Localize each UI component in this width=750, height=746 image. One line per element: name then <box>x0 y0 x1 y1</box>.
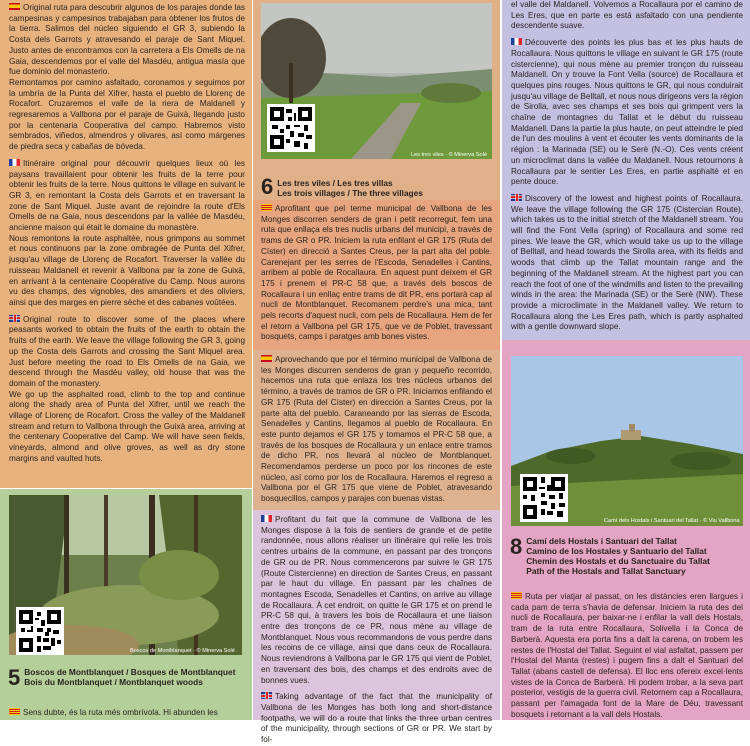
route-titles <box>277 178 423 198</box>
route-8-heading <box>510 536 710 576</box>
text-es-end: el valle del Maldanell. Volvemos a Rocallaura por el camino de Les Eres, que en parte es está asfaltado con una pendiente descendente suave. <box>511 0 743 31</box>
route-5-heading <box>8 667 236 689</box>
route-title-2: Camino de los Hostales y Santuario del Tallat <box>526 546 707 556</box>
route-titles <box>24 667 235 687</box>
text-es: Aprovechando que por el término municipal de Vallbona de les Monges discurren senderos de gran y pequeño recorrido, hacemos una ruta que enlaza los tres núcleos urbanos del término, a través de tramos de GR o PR. Iniciamos enfilando el GR 175 (Ruta del Císter) en dirección a Santes Creus, por la parte alta del pueblo. Caraneando por las sierras de Escoda, Senadelles y Cantins, llegamos al pueblo de Rocallaura. En este punto dejamos el GR 175 y tomamos el PR-C 58 que, a través de los bosques de Rocallaura y un enlace entre tramos de dicho PR, nos llevará al núcleo de Montblanquet. Recomendamos perderse un poco por los rincones de este núcleo, así como por los de Rocallaura. Haremos el regreso a Vallbona por el GR 175 que viene de Poblet, atravesando bosquecillos, campos y parajes con buenas vistas. <box>261 355 492 504</box>
qr-code-icon[interactable] <box>267 104 315 152</box>
route-title-4: Path of the Hostals and Tallat Sanctuary <box>526 566 686 576</box>
route-8-text <box>511 592 743 726</box>
photo-caption: Boscos de Montblanquet · © Minerva Solé <box>130 648 235 654</box>
flag-cat-icon <box>9 708 20 715</box>
route-title-1: Boscos de Montblanquet / Bosques de Montblanquet <box>24 667 236 677</box>
route-title-2: Les trois villages / The three villages <box>277 188 423 198</box>
flag-es-icon <box>261 355 272 362</box>
text-en-2: We go up the asphalted road, climb to the top and continue along the shady area of Punta del Xifrer, until we reach the village of Llorenç de Rocafort. Cross the valley of the Maldanell stream and return to Vallbona through the Guixà area, arriving at the centenary Cooperative del Camp. We will have seen fields, vineyards, almond and olive groves, as well as dry stone margins and vaulted huts. <box>9 389 245 463</box>
text-cat: Ruta per viatjar al passat, on les distàncies eren llargues i cada pam de terra s'havia de defensar. Iniciem la ruta des del nucli de Rocallaura, per baixar-ne i enfilar la vall dels Hostals, tram de la ruta entre Rocallaura, Solivella i la Conca de Barberà. Aquesta era porta fins a dalt la carena, on trobem les restes de l'Hostal del Tallat. Seguint el vial asfaltat, passem per l'Hostal del Manta (restes) i pugem fins a dalt el Santuari del Tallat (abans castell de defensa). El lloc ens ofereix excel·lents vistes de la Conca de Barberà. Hi podem trobar, a la seva part posterior, vestigis de la guerra civil. Retornem cap a Rocallaura, passant per l'amagada font de la Mare de Déu, travessant bosquets i retornant a la vall dels Hostals. <box>511 592 743 719</box>
text-cat: Aprofitant que pel terme municipal de Vallbona de les Monges discorren senders de gran i petit recorregut, fem una ruta que enllaça els tres nuclis urbans del municipi, a través de trams de GR o PR. Iniciem la ruta enfilant el GR 175 (Ruta del Císter) en direcció a Santes Creus, per la part alta del poble. Carenejant per les serres de l'Escoda, Senadelles i Cantins, arribem al poble de Rocallaura. En aquest punt deixem el GR 175 i prenem el PR-C 58 que, a través dels boscos de Rocallaura i un enllaç entre trams de dit PR, ens portarà cap al nucli de Montblanquet. Recomanem perdre's una mica, tant pels recorts d'aquest nucli, com pels de Rocallaura. Hem de fer el retorn a Vallbona pel GR 175, que ve de Poblet, travessant bosquets, camps i paratges amb bones vistes. <box>261 204 492 342</box>
route-6-photo-panel <box>253 0 500 200</box>
route-5-text-start: Sens dubte, és la ruta més ombrívola. Hi abunden les <box>9 708 218 719</box>
qr-code-icon[interactable] <box>520 474 568 522</box>
text-es: Original ruta para descubrir algunos de los parajes donde las campesinas y campesinos trabajaban para obtener los frutos de la tierra. Salimos del núcleo siguiendo el GR 3, subiendo la Costa dels Garrots y atravesando el paraje de Sant Miquel. Justo antes de encontramos con la carretera a Els Omells de na Gaia, descendemos por el valle del Masdéu, antigua masía que fue dominio del monasterio. <box>9 3 245 77</box>
route-titles <box>526 536 710 576</box>
photo-caption: Les tres viles · © Minerva Solé <box>411 152 487 158</box>
text-es-2: Remontamos por camino asfaltado, coronamos y seguimos por la umbría de la Punta del Xifrer, hasta el pueblo de Llorenç de Rocafort. Cruzaremos el valle de la riera de Maldanell y regresaremos a Vallbona por el paraje de Guixà, llegando justo por la centenaria Cooperativa del campo. Habremos visto sembrados, viñedos, almendros y olivares, así como márgenes de piedra seca y cabañas de bóveda. <box>9 77 245 152</box>
route-title-2: Bois du Montblanquet / Montblanquet woods <box>24 677 203 687</box>
text-fr: Découverte des points les plus bas et les plus hauts de Rocallaura. Nous quittons le village en suivant le GR 175 (route cistercienne), qui nous mène au premier tronçon du ruisseau Maldanell. On y trouve la Font Vella (source) de Rocallaura et quelques pins rouges. Nous quittons le GR, qui nous conduirait jusqu'au village de Belltall, et nous nous dirigeons vers la région de Sirolla, avec ses champs et ses bois qui grimpent vers la chaîne de montagnes du Tallat et le début du ruisseau Maldanell. Dans la partie la plus haute, on peut atteindre le pied de l'un des moulins à vent et écouter les vents dominants de la région : la Marinada (SE) ou le Serè (N.-O). Ces vents créent un microclimat dans la vallée du Maldanell. Nous retournons à Rocallaura par le sentier Les Eres, en partie asphalté et en pente douce. <box>511 38 743 187</box>
route-4-description-panel <box>0 0 252 488</box>
photo-caption: Camí dels Hostals i Santuari del Tallat · © Viu Vallbona <box>604 518 740 524</box>
flag-en-icon <box>9 315 20 322</box>
route-title-1: Les tres viles / Les tres villas <box>277 178 393 188</box>
route-6-text-fr-en <box>253 510 500 745</box>
text-en: Original route to discover some of the places where peasants worked to obtain the fruits of the earth to obtain the fruits of the earth. We leave the village following the GR 3, going up the Costa dels Garrots and crossing the Sant Miquel area. Just before meeting the road to Els Omells de na Gaia, we descend through the Masdéu valley, old house that was the domain of the monastery. <box>9 314 245 388</box>
flag-en-icon <box>511 194 522 201</box>
route-7-text-panel <box>502 0 750 340</box>
route-title-3: Chemin des Hostals et du Sanctuaire du Tallat <box>526 556 710 566</box>
route-number: 8 <box>510 534 523 559</box>
flag-en-icon <box>261 692 272 699</box>
route-6-text-es <box>253 350 500 510</box>
flag-fr-icon <box>9 159 20 166</box>
route-number: 6 <box>261 174 274 199</box>
flag-fr-icon <box>261 515 272 522</box>
qr-code-icon[interactable] <box>16 607 64 655</box>
text-fr: Profitant du fait que la commune de Vallbona de les Monges dispose à la fois de sentiers de grande et de petite randonnée, nous allons réaliser un itinéraire qui relie les trois centres urbains de la commune, en passant par des tronçons de GR ou de PR. Nous commencerons par suivre le GR 175 (Route Cistercienne) en direction de Santes Creus, en passant par le haut du village. En passant par les chaînes de montagnes Escoda, Senadelles et Cantins, on arrive au village de Rocallaura. À cet endroit, on quitte le GR 175 et on prend le PR-C 58 qui, à travers les bois de Rocallaura et une liaison entre des tronçons de ce PR, nous mène au village de Montblanquet. Nous vous recommandons de vous perdre dans les recoins de ce village, ainsi que dans ceux de Rocallaura. Nous reviendrons à Vallbona par le GR 175 qui vient de Poblet, en traversant des bois, des champs et des endroits avec de bonnes vues. <box>261 515 492 685</box>
text-en: Taking advantage of the fact that the municipality of Vallbona de les Monges has both long and short-distance footpaths, we will do a route that links the three urban centres of the municipality, through sections of GR or PR. We start by fol- <box>261 692 492 745</box>
route-8-panel <box>502 340 750 720</box>
flag-es-icon <box>9 3 20 10</box>
route-title-1: Camí dels Hostals i Santuari del Tallat <box>526 536 677 546</box>
text-fr: Itinéraire original pour découvrir quelques lieux où les paysans travaillaient pour obtenir les fruits de la terre pour obtenir les fruits de la terre. Nous quittons le village en suivant le GR 3, en remontant la Costa dels Garrots et en traversant la zone de Sant Miquel. Juste avant de rejoindre la route d'Els Omells de na Gaia, nous descendons par la vallée de Masdéu, ancienne maison qui était le domaine du monastère. <box>9 158 245 233</box>
flag-fr-icon <box>511 38 522 45</box>
flag-cat-icon <box>261 204 272 211</box>
route-6-heading <box>261 176 423 198</box>
route-number: 5 <box>8 665 21 690</box>
route-6-text-cat <box>253 200 500 350</box>
text-en: Discovery of the lowest and highest points of Rocallaura. We leave the village following the GR 175 (Cistercian Route), which takes us to the initial stretch of the Maldanell stream. You will find the Font Vella (spring) of Rocallaura and some red pines. We leave the GR, which would take us up to the village of Belltall, and head towards the Sirolla area, with its fields and woods that climb up the Tallat mountain range and the beginning of the Maldanell stream. At the highest part you can reach the foot of one of the windmills and listen to the prevailing winds in the area: the Marinada (SE) or the Serè (NW). These provide a microclimate in the Maldanell valley. We return to Rocallaura along the Les Eres path, which is partly asphalted with a gentle downward slope. <box>511 193 743 332</box>
flag-cat-icon <box>511 592 522 599</box>
text-fr-2: Nous remontons la route asphaltée, nous grimpons au sommet et nous continuons par la zone ombragée de Punta del Xifrer, jusqu'au village de Llorenç de Rocafort. Traverser la vallée du ruisseau Maldanell et revenir à Vallbona par la zone de Guixà, en arrivant à la centenaire Coopérative du Camp. Nous aurons vu des champs, des vignobles, des amandiers et des oliviers, ainsi que des marges en pierre sèche et des cabanes voûtées. <box>9 233 245 307</box>
route-5-panel <box>0 489 252 720</box>
